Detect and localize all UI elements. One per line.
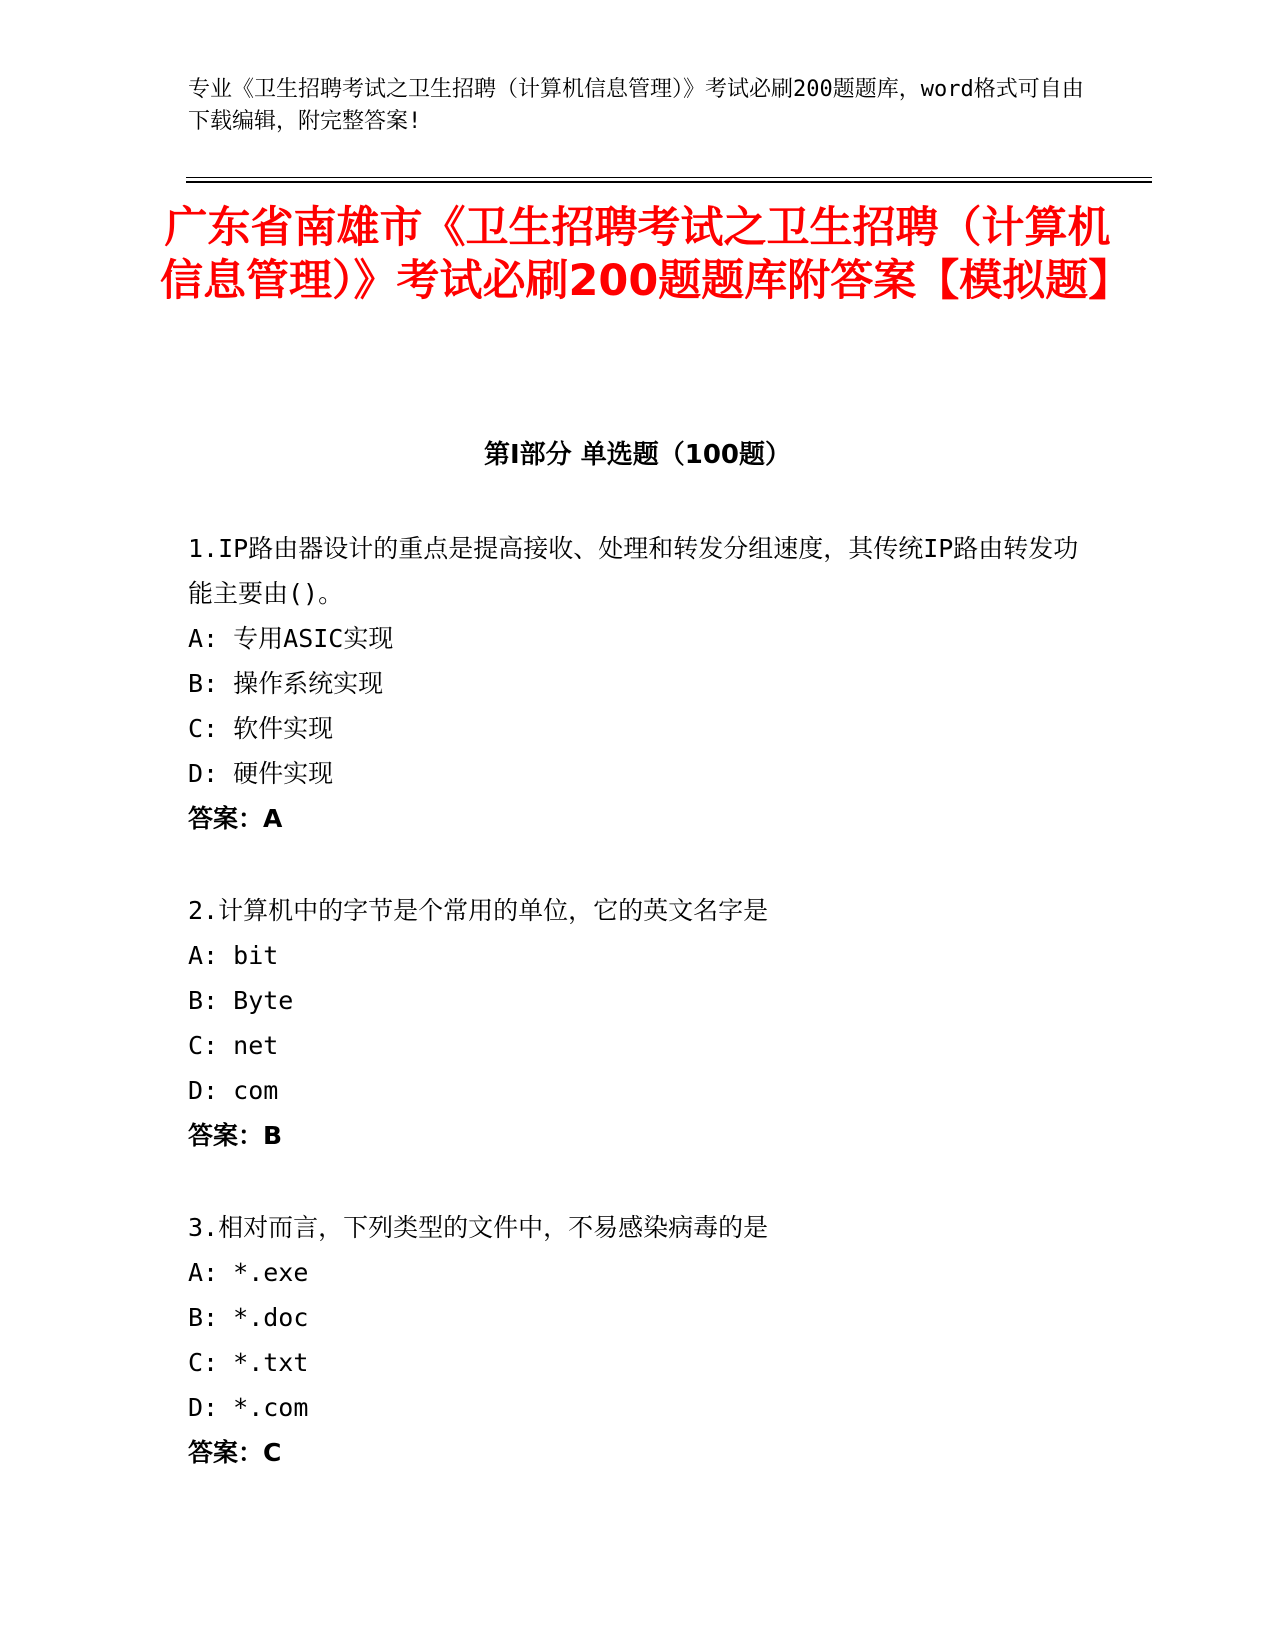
question-text: 2.计算机中的字节是个常用的单位，它的英文名字是 [188, 896, 769, 925]
header-divider-thick [186, 181, 1152, 183]
option-c: C: *.txt [188, 1348, 309, 1377]
option-a: A: bit [188, 941, 279, 970]
option-b: B: Byte [188, 986, 294, 1015]
header-divider-thin [186, 177, 1152, 178]
question-1 [188, 526, 1088, 841]
header-note: 专业《卫生招聘考试之卫生招聘（计算机信息管理）》考试必刷200题题库，word格式可自由下载编辑，附完整答案! [188, 77, 1084, 134]
option-d: D: *.com [188, 1393, 309, 1422]
answer: 答案：A [188, 804, 283, 833]
option-b: B: *.doc [188, 1303, 309, 1332]
option-d: D: 硬件实现 [188, 759, 334, 788]
question-text: 3.相对而言，下列类型的文件中，不易感染病毒的是 [188, 1213, 769, 1242]
option-a: A: 专用ASIC实现 [188, 624, 394, 653]
question-text: 1.IP路由器设计的重点是提高接收、处理和转发分组速度，其传统IP路由转发功能主要由()。 [188, 534, 1079, 608]
answer: 答案：B [188, 1121, 283, 1150]
option-c: C: 软件实现 [188, 714, 334, 743]
question-2 [188, 888, 1088, 1158]
option-a: A: *.exe [188, 1258, 309, 1287]
section-title: 第I部分 单选题（100题） [484, 440, 791, 470]
answer: 答案：C [188, 1438, 282, 1467]
document-title: 广东省南雄市《卫生招聘考试之卫生招聘（计算机信息管理）》考试必刷200题题库附答案【模拟题】 [160, 203, 1132, 306]
option-c: C: net [188, 1031, 279, 1060]
option-b: B: 操作系统实现 [188, 669, 384, 698]
option-d: D: com [188, 1076, 279, 1105]
question-3 [188, 1205, 1088, 1475]
